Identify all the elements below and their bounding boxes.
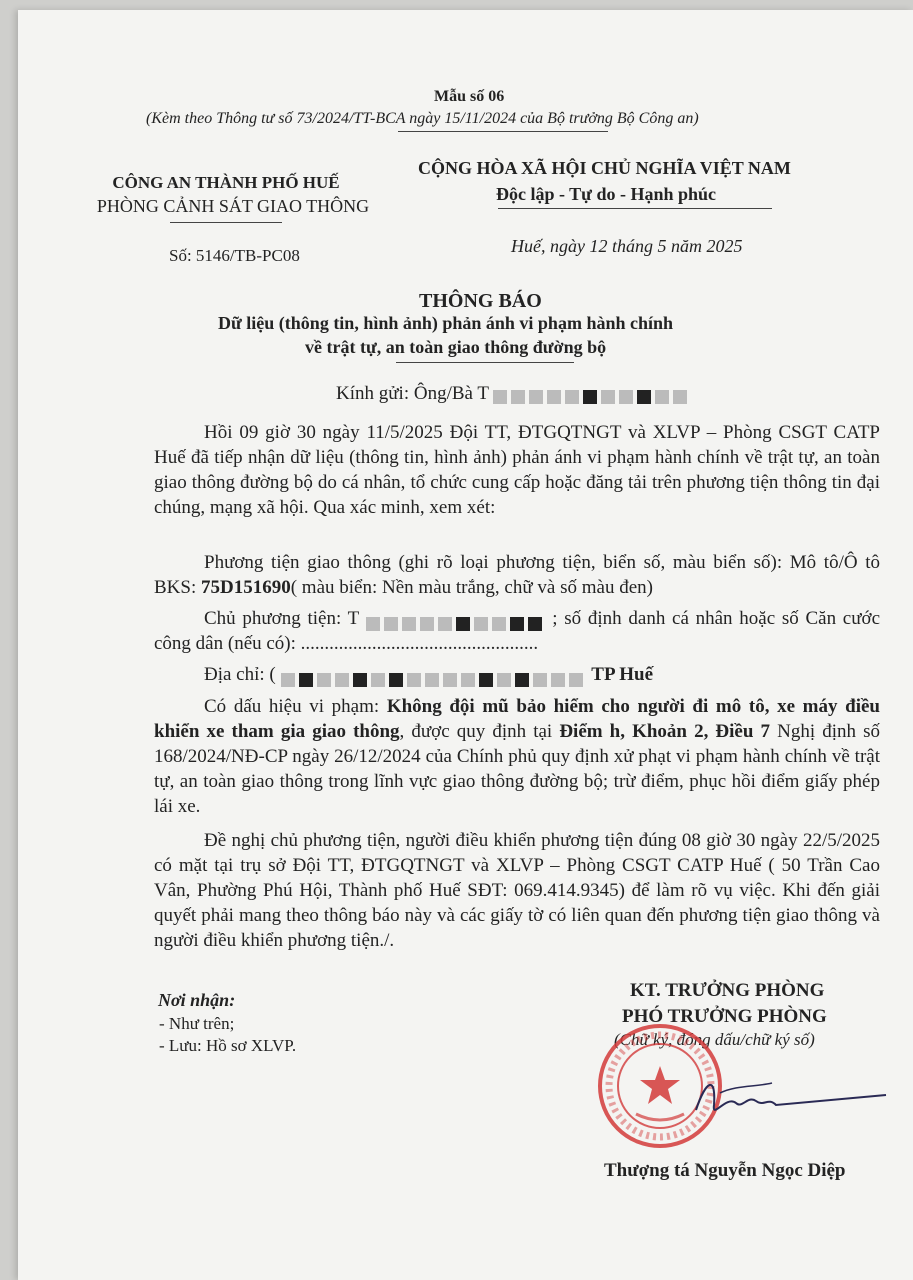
nation-motto: Độc lập - Tự do - Hạnh phúc: [496, 184, 717, 204]
divider: [398, 131, 608, 132]
paragraph-received-text: Hồi 09 giờ 30 ngày 11/5/2025 Đội TT, ĐTGQTNGT và XLVP – Phòng CSGT CATP Huế đã tiếp nhận dữ liệu (thông tin, hình ảnh) phản ánh vi phạm hành chính về trật tự, an toàn giao thông đường bộ do cá nhân, tổ chức cung cấp hoặc đăng tải trên phương tiện thông tin đại chúng, mạng xã hội. Qua xác minh, xem xét:: [154, 422, 880, 518]
recipient-item: - Như trên;: [159, 1014, 235, 1033]
divider: [170, 222, 282, 223]
signature-note: (Chữ ký, đóng dấu/chữ ký số): [614, 1030, 815, 1049]
form-attached-note: (Kèm theo Thông tư số 73/2024/TT-BCA ngày 15/11/2024 của Bộ trưởng Bộ Công an): [146, 110, 699, 127]
recipients-label: Nơi nhận:: [158, 990, 236, 1010]
regulation-article: Điểm h, Khoản 2, Điều 7: [559, 721, 771, 742]
redacted-owner: [366, 613, 546, 627]
owner-id-line: ; số định danh cá nhân hoặc số Căn cước công dân (nếu có): ..................................................: [154, 608, 880, 654]
license-plate: 75D151690: [201, 577, 291, 598]
form-number: Mẫu số 06: [434, 88, 505, 105]
divider: [396, 362, 574, 363]
notice-subtitle-1: Dữ liệu (thông tin, hình ảnh) phản ánh vi phạm hành chính: [218, 313, 673, 333]
issuer-line2: PHÒNG CẢNH SÁT GIAO THÔNG: [96, 196, 370, 216]
divider: [498, 208, 772, 209]
regulation-text: Nghị định số 168/2024/NĐ-CP ngày 26/12/2024 của Chính phủ quy định xử phạt vi phạm hành chính về trật tự, an toàn giao thông trong lĩnh vực giao thông đường bộ; trừ điểm, phục hồi điểm giấy phép lái xe.: [154, 721, 880, 817]
plate-color: ( màu biển: Nền màu trắng, chữ và số màu đen): [290, 577, 653, 598]
notice-subtitle-2: về trật tự, an toàn giao thông đường bộ: [305, 337, 607, 357]
violation-text: Không đội mũ bảo hiểm cho người đi mô tô, xe máy điều khiển xe tham gia giao thông: [154, 696, 880, 742]
request-text: Đề nghị chủ phương tiện, người điều khiển phương tiện đúng 08 giờ 30 ngày 22/5/2025 có mặt tại trụ sở Đội TT, ĐTGQTNGT và XLVP – Phòng CSGT CATP Huế ( 50 Trần Cao Vân, Phường Phú Hội, Thành phố Huế SĐT: 069.414.9345) để làm rõ vụ việc. Khi đến giải quyết phải mang theo thông báo này và các giấy tờ có liên quan đến phương tiện giao thông và người điều khiển phương tiện./.: [154, 830, 880, 951]
address-city: TP Huế: [591, 664, 654, 685]
paragraph-received: [154, 420, 880, 520]
signer-role-2: PHÓ TRƯỞNG PHÒNG: [622, 1006, 827, 1027]
address-label: Địa chỉ: (: [204, 664, 276, 685]
greeting-text: Kính gửi: Ông/Bà T: [336, 383, 489, 404]
paragraph-request: [154, 828, 880, 953]
issuer-line1: CÔNG AN THÀNH PHỐ HUẾ: [112, 173, 340, 192]
paragraph-violation: [154, 694, 880, 819]
notice-title: THÔNG BÁO: [419, 290, 542, 312]
paragraph-owner: [154, 606, 880, 656]
nation-title: CỘNG HÒA XÃ HỘI CHỦ NGHĨA VIỆT NAM: [418, 158, 791, 178]
violation-label: Có dấu hiệu vi phạm:: [204, 696, 387, 717]
document-number: Số: 5146/TB-PC08: [169, 246, 300, 265]
star-icon: [640, 1066, 680, 1104]
regulation-connector: , được quy định tại: [399, 721, 560, 742]
redacted-name: [493, 388, 691, 402]
signer-role-1: KT. TRƯỞNG PHÒNG: [630, 980, 825, 1001]
signature-mark: [676, 1065, 906, 1125]
owner-label: Chủ phương tiện: T: [204, 608, 359, 629]
paragraph-vehicle: [154, 550, 880, 600]
vehicle-label: Phương tiện giao thông (ghi rõ loại phương tiện, biển số, màu biển số): Mô tô/Ô tô BKS:: [154, 552, 880, 598]
greeting: [336, 383, 691, 405]
paragraph-address: [154, 662, 880, 687]
issue-date: Huế, ngày 12 tháng 5 năm 2025: [511, 236, 743, 256]
document-page: [18, 10, 913, 1280]
recipient-item: - Lưu: Hồ sơ XLVP.: [159, 1036, 297, 1055]
signer-name: Thượng tá Nguyễn Ngọc Diệp: [604, 1160, 846, 1181]
redacted-address: [281, 669, 587, 683]
